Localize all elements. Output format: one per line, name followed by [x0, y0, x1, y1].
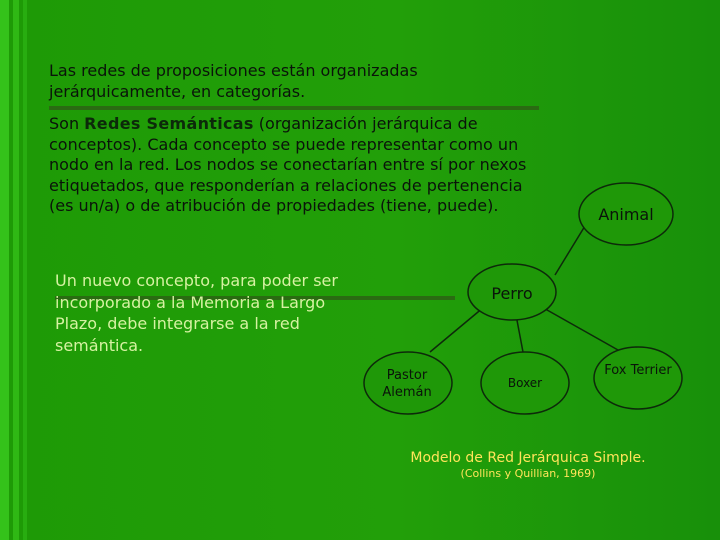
intro-paragraph: Las redes de proposiciones están organizadas jerárquicamente, en categorías.: [49, 61, 418, 101]
diagram-caption: Modelo de Red Jerárquica Simple.: [410, 450, 646, 466]
edge-perro-fox: [540, 306, 618, 350]
node-label-pastor: Pastor Alemán: [382, 368, 432, 400]
memory-paragraph: Un nuevo concepto, para poder ser incorporado a la Memoria a Largo Plazo, debe integrarse a la red semántica.: [55, 271, 338, 355]
paragraph-prefix: Son: [49, 114, 85, 133]
node-label-boxer: Boxer: [507, 376, 543, 390]
node-label-animal: Animal: [598, 205, 654, 224]
paragraph-body: (organización jerárquica de conceptos). Cada concepto se puede representar como un nodo en la red. Los nodos se conectarían entre sí por nexos etiquetados, que responderían a relaciones de pertenencia (es un/a) o de atribución de propiedades (tiene, puede).: [49, 114, 527, 215]
diagram-citation: (Collins y Quillian, 1969): [460, 467, 596, 480]
node-label-fox: Fox Terrier: [604, 363, 672, 378]
highlight-term: Redes Semánticas: [84, 114, 254, 133]
node-label-perro: Perro: [491, 284, 533, 303]
